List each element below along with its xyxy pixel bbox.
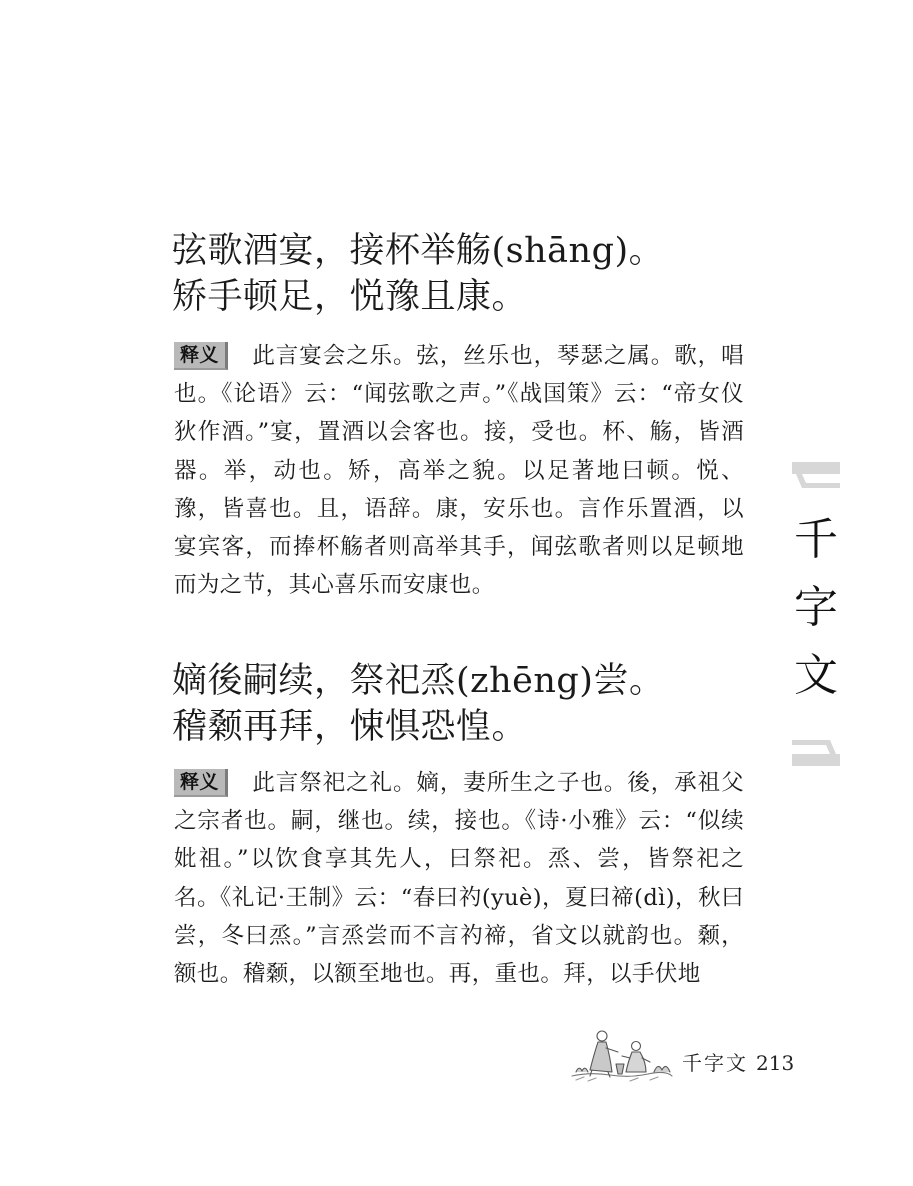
side-title-char: 文	[794, 650, 838, 701]
verse-block-1	[172, 228, 772, 320]
commentary-paragraph	[174, 337, 744, 604]
verse-line: 矫手顿足，悦豫且康。	[172, 277, 528, 317]
side-title-char: 千	[794, 514, 838, 565]
commentary-text: 此言宴会之乐。弦，丝乐也，琴瑟之属。歌，唱也。《论语》云：“闻弦歌之声。”《战国策》云：“帝女仪狄作酒。”宴，置酒以会客也。接，受也。杯、觞，皆酒器。举，动也。矫，高举之貌。以足著地曰顿。悦、豫，皆喜也。且，语辞。康，安乐也。言作乐置酒，以宴宾客，而捧杯觞者则高举其手，闻弦歌者则以足顿地而为之节，其心喜乐而安康也。	[174, 343, 744, 599]
verse-line: 嫡後嗣续，祭祀烝(zhēng)尝。	[172, 661, 665, 701]
commentary-paragraph	[174, 764, 744, 993]
commentary-text: 此言祭祀之礼。嫡，妻所生之子也。後，承祖父之宗者也。嗣，继也。续，接也。《诗·小雅》云：“似续妣祖。”以饮食享其先人，曰祭祀。烝、尝，皆祭祀之名。《礼记·王制》云：“春曰礿(yuè)，夏曰禘(dì)，秋曰尝，冬曰烝。”言烝尝而不言礿禘，省文以就韵也。颡，额也。稽颡，以额至地也。再，重也。拜，以手伏地	[174, 770, 744, 988]
shiyi-tag: 释义	[174, 342, 228, 370]
commentary-block-1	[174, 337, 744, 604]
page-footer	[570, 1026, 810, 1086]
side-tab-bottom-bar	[792, 754, 840, 766]
verse-block-2	[172, 658, 772, 750]
side-tab-top-bar	[792, 462, 840, 474]
verse-line: 弦歌酒宴，接杯举觞(shāng)。	[172, 231, 665, 271]
side-title-char: 字	[794, 582, 838, 633]
shiyi-tag: 释义	[174, 769, 228, 797]
bracket-top-icon	[792, 474, 840, 488]
two-figures-illustration-icon	[570, 1026, 674, 1084]
book-title: 千字文	[682, 1051, 748, 1075]
verse-line: 稽颡再拜，悚惧恐惶。	[172, 707, 528, 747]
bracket-bottom-icon	[792, 740, 840, 754]
commentary-block-2	[174, 764, 744, 993]
side-title	[792, 506, 840, 710]
side-chapter-tab	[792, 462, 840, 766]
footer-running-title	[682, 1050, 794, 1076]
page-number: 213	[756, 1051, 795, 1075]
